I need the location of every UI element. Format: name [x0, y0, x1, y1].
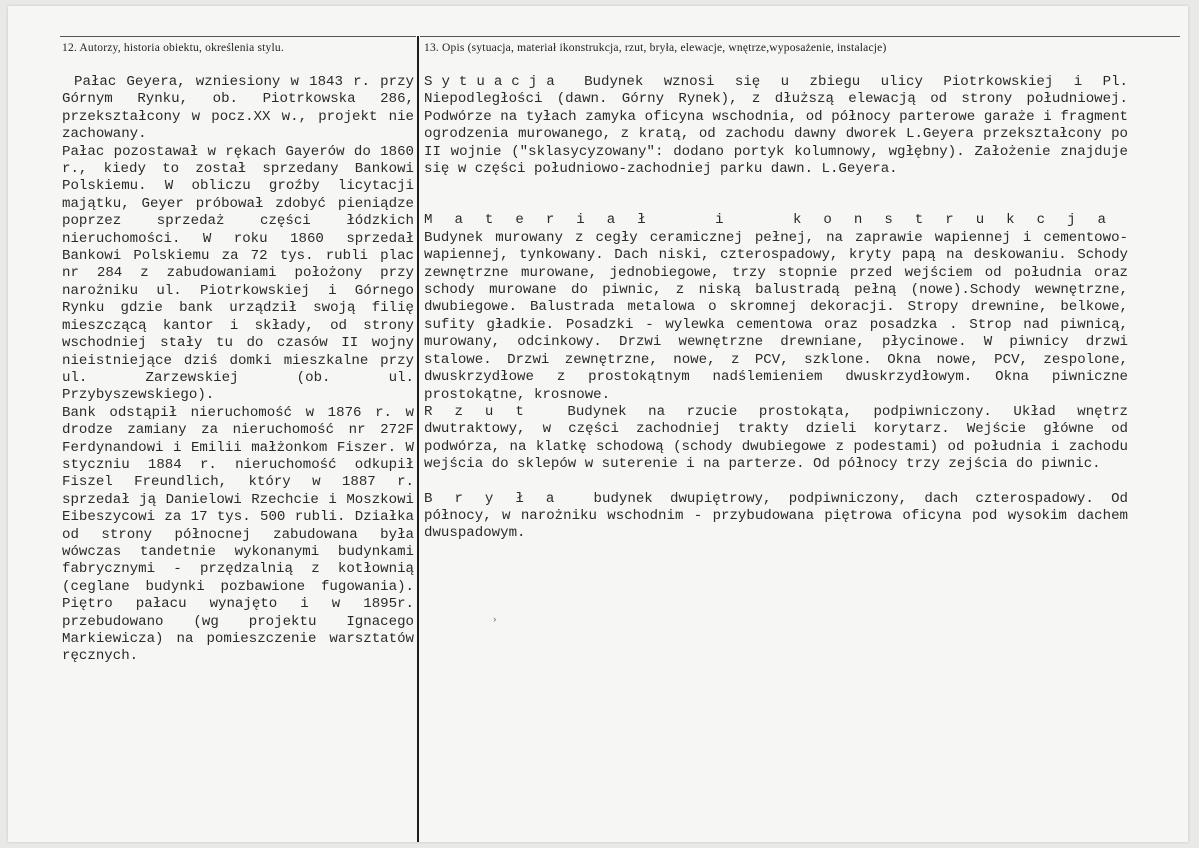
right-header-rule [420, 36, 1180, 37]
section-material [424, 212, 1128, 403]
sytuacja-text: Budynek wznosi się u zbiegu ulicy Piotrkowskiej i Pl. Niepodległości (dawn. Górny Rynek), z dłuższą elewacją od strony południowej. Podwórze na tyłach zamyka oficyna wschodnia, od północy parterowe garaże i fragment ogrodzenia murowanego, z kratą, od zachodu dawny dworek L.Geyera przekształcony po II wojnie ("sklasycyzowany": dodano portyk kolumnowy, wgłębny). Założenie znajduje się w części południowo-zachodniej parku dawn. L.Geyera. [424, 74, 1128, 178]
material-label: Materiał i konstrukcja [424, 212, 1128, 229]
stray-mark: › [492, 615, 498, 625]
column-divider [417, 36, 419, 842]
bryla-label: Bryła [424, 490, 577, 507]
rzut-label: Rzut [424, 403, 546, 420]
section-sytuacja [424, 74, 1128, 178]
bryla-text: budynek dwupiętrowy, podpiwniczony, dach czterospadowy. Od północy, w narożniku wschodnim - przybudowana piętrowa oficyna pod wysokim dachem dwuspadowym. [424, 490, 1128, 542]
section-rzut [424, 404, 1128, 474]
rzut-text: Budynek na rzucie prostokąta, podpiwniczony. Układ wnętrz dwutraktowy, w części zachodniej trakty dzieli korytarz. Wejście główne od podwórza, na klatkę schodową (schody dwubiegowe z podestami) od południa i zachodu wejścia do sklepów w suterenie i na parterze. Od północy trzy zejścia do piwnic. [424, 403, 1128, 473]
right-column-header: 13. Opis (sytuacja, materiał ikonstrukcja, rzut, bryła, elewacje, wnętrze,wyposażenie, instalacje) [424, 42, 887, 54]
material-text: Budynek murowany z cegły ceramicznej pełnej, na zaprawie wapiennej i cementowo-wapiennej, tynkowany. Dach niski, czterospadowy, kryty papą na deskowaniu. Schody zewnętrzne murowane, jednobiegowe, trzy stopnie przed wejściem od południa oraz schody murowane do piwnic, z niską balustradą pełną (nowe).Schody wewnętrzne, dwubiegowe. Balustrada metalowa o skromnej dekoracji. Stropy drewnine, belkowe, sufity gładkie. Posadzki - wylewka cementowa oraz posadzka . Strop nad piwnicą, murowany, odcinkowy. Drzwi wewnętrzne drewniane, płycinowe. W piwnicy drzwi stalowe. Drzwi zewnętrzne, nowe, z PCV, szklone. Okna nowe, PCV, zespolone, dwuskrzydłowe z prostokątnym nadślemieniem dwuskrzydłowym. Okna piwniczne prostokątne, krosnowe. [424, 229, 1128, 403]
section-bryla [424, 491, 1128, 543]
left-header-rule [60, 36, 416, 37]
left-column-header: 12. Autorzy, historia obiektu, określenia stylu. [62, 42, 284, 54]
history-column [62, 74, 414, 666]
sytuacja-label: Sytuacja [424, 74, 564, 90]
history-paragraph-1: Pałac Geyera, wzniesiony w 1843 r. przy Górnym Rynku, ob. Piotrkowska 286, przekształcony w pocz.XX w., projekt nie zachowany. [62, 74, 414, 143]
history-paragraph-2: Pałac pozostawał w rękach Gayerów do 1860 r., kiedy to został sprzedany Bankowi Polskiemu. W obliczu groźby licytacji majątku, Geyer próbował zdobyć pieniądze poprzez sprzedaż części łódzkich nieruchomości. W roku 1860 sprzedał Bankowi Polskiemu za 72 tys. rubli plac nr 284 z zabudowaniami położony przy narożniku ul. Piotrkowskiej i Górnego Rynku gdzie bank urządził swoją filię mieszczącą kantor i składy, od strony wschodniej stały tu do czasów II wojny nieistniejące dziś domki mieszkalne przy ul. Zarzewskiej (ob. ul. Przybyszewskiego). [62, 143, 414, 404]
history-paragraph-3: Bank odstąpił nieruchomość w 1876 r. w drodze zamiany za nieruchomość nr 272F Ferdynandowi i Emilii małżonkom Fiszer. W styczniu 1884 r. nieruchomość odkupił Fiszel Freundlich, który w 1887 r. sprzedał ją Danielowi Rzechcie i Moszkowi Eibeszycowi za 17 tys. 500 rubli. Działka od strony północnej zabudowana była wówczas tandetnie wykonanymi budynkami fabrycznymi - przędzalnią z kotłownią (ceglane budynki pozbawione fugowania). Piętro pałacu wynajęto i w 1895r. przebudowano (wg projektu Ignacego Markiewicza) na pomieszczenie warsztatów ręcznych. [62, 404, 414, 665]
description-column [424, 74, 1128, 543]
